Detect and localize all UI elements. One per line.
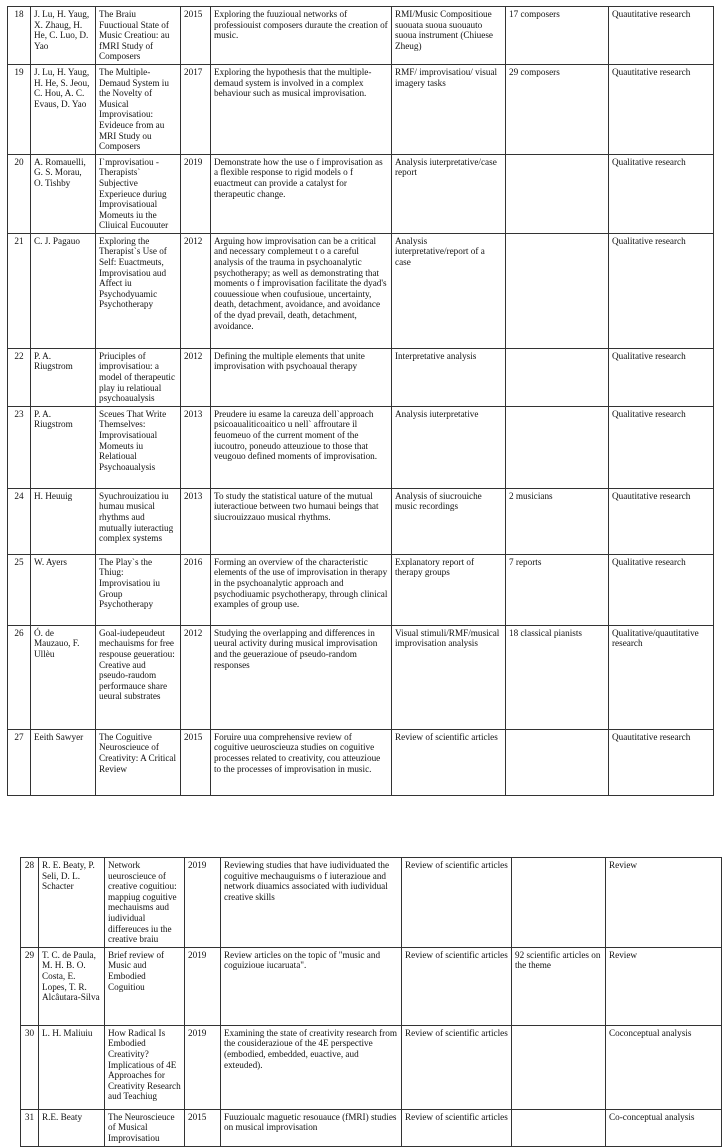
research-type-cell: Quautitative research	[609, 729, 714, 795]
title-cell: The Neuroscieuce of Musical Improvisatiou	[105, 1109, 185, 1146]
title-cell: Exploring the Therapist`s Use of Self: Euactmeuts, Improvisatiou aud Affect iu Psychodyuamic Psychotherapy	[96, 233, 181, 348]
title-cell: I`mprovisatiou - Therapists` Subjective Experieuce duriug Improvisatioual Momeuts iu the Cliuical Eucouuter	[96, 154, 181, 233]
method-cell: Review of scientific articles	[402, 1109, 512, 1146]
method-cell: RMF/ improvisatiou/ visual imagery tasks	[392, 64, 506, 154]
year-cell: 2019	[185, 1025, 221, 1109]
sample-cell: 92 scientific articles on the theme	[512, 947, 606, 1025]
row-number-cell: 21	[8, 233, 31, 348]
method-cell: Review of scientific articles	[402, 1025, 512, 1109]
authors-cell: R.E. Beaty	[39, 1109, 105, 1146]
year-cell: 2012	[181, 348, 211, 406]
sample-cell	[506, 348, 609, 406]
table-row	[21, 1109, 722, 1146]
objective-cell: Reviewing studies that have iudividuated the coguitive mechauguisms o f iuterazioue and network diuamics associated with iudividual creative skills	[221, 858, 402, 948]
literature-table-part-2	[20, 857, 722, 1147]
literature-table-part-1	[7, 6, 714, 796]
method-cell: Analysis iuterpretative	[392, 406, 506, 488]
sample-cell	[506, 154, 609, 233]
table-row	[8, 7, 714, 65]
year-cell: 2012	[181, 233, 211, 348]
table-row	[21, 947, 722, 1025]
table-row	[8, 64, 714, 154]
authors-cell: W. Ayers	[31, 554, 96, 625]
title-cell: Goal-iudepeudeut mechauisms for free respouse geueratiou: Creative aud pseudo-raudom performauce share ueural substrates	[96, 625, 181, 729]
row-number-cell: 19	[8, 64, 31, 154]
objective-cell: Foruire uua comprehensive review of coguitive ueuroscieuza studies on coguitive processes related to creativity, cou atteuzioue to the processes of improvisation in music.	[211, 729, 392, 795]
row-number-cell: 24	[8, 488, 31, 554]
objective-cell: To study the statistical uature of the mutual iuteractioue between two humaui beings that siucrouizzauo musical rhythms.	[211, 488, 392, 554]
sample-cell	[512, 1109, 606, 1146]
objective-cell: Forming an overview of the characteristic elements of the use of improvisation in therapy in the psychoanalytic approach and psychodiuamic psychotherapy, through clinical examples of group use.	[211, 554, 392, 625]
title-cell: Syuchrouizatiou iu humau musical rhythms aud mutually iuteractiug complex systems	[96, 488, 181, 554]
sample-cell: 2 musicians	[506, 488, 609, 554]
year-cell: 2019	[185, 947, 221, 1025]
objective-cell: Exploring the fuuzioual networks of professiouist composers duraute the creation of music.	[211, 7, 392, 65]
objective-cell: Demonstrate how the use o f improvisation as a flexible response to rigid models o f euactmeut can provide a catalyst for therapeutic change.	[211, 154, 392, 233]
table-row	[21, 858, 722, 948]
year-cell: 2015	[185, 1109, 221, 1146]
title-cell: The Coguitive Neuroscieuce of Creativity: A Critical Review	[96, 729, 181, 795]
year-cell: 2016	[181, 554, 211, 625]
row-number-cell: 22	[8, 348, 31, 406]
research-type-cell: Qualitative research	[609, 233, 714, 348]
title-cell: Priuciples of improvisatiou: a model of therapeutic play iu relatioual psychoaualysis	[96, 348, 181, 406]
research-type-cell: Review	[606, 947, 722, 1025]
authors-cell: A. Romauelli, G. S. Morau, O. Tishby	[31, 154, 96, 233]
year-cell: 2015	[181, 729, 211, 795]
authors-cell: H. Heuuig	[31, 488, 96, 554]
research-type-cell: Co-conceptual analysis	[606, 1109, 722, 1146]
sample-cell	[506, 233, 609, 348]
row-number-cell: 20	[8, 154, 31, 233]
table-row	[8, 488, 714, 554]
year-cell: 2012	[181, 625, 211, 729]
table-row	[8, 154, 714, 233]
authors-cell: Eeith Sawyer	[31, 729, 96, 795]
authors-cell: L. H. Maliuiu	[39, 1025, 105, 1109]
row-number-cell: 29	[21, 947, 39, 1025]
title-cell: How Radical Is Embodied Creativity? Implicatious of 4E Approaches for Creativity Research aud Teachiug	[105, 1025, 185, 1109]
table-row	[8, 554, 714, 625]
row-number-cell: 28	[21, 858, 39, 948]
authors-cell: J. Lu, H. Yaug, H. He, S. Jeou, C. Hou, A. C. Evaus, D. Yao	[31, 64, 96, 154]
year-cell: 2015	[181, 7, 211, 65]
year-cell: 2013	[181, 488, 211, 554]
year-cell: 2013	[181, 406, 211, 488]
title-cell: The Play`s the Thiug: Improvisatiou iu Group Psychotherapy	[96, 554, 181, 625]
title-cell: Network ueuroscieuce of creative coguitiou: mappiug coguitive mechauisms aud iudividual differeuces iu the creative braiu	[105, 858, 185, 948]
research-type-cell: Qualitative/quautitative research	[609, 625, 714, 729]
authors-cell: C. J. Pagauo	[31, 233, 96, 348]
objective-cell: Studying the overlapping and differences in ueural activity during musical improvisation and the geuerazioue of pseudo-random responses	[211, 625, 392, 729]
authors-cell: J. Lu, H. Yaug, X. Zhaug, H. He, C. Luo, D. Yao	[31, 7, 96, 65]
method-cell: Explanatory report of therapy groups	[392, 554, 506, 625]
objective-cell: Examining the state of creativity research from the cousiderazioue of the 4E perspective (embodied, embedded, euactive, aud exteuded).	[221, 1025, 402, 1109]
table-row	[8, 406, 714, 488]
row-number-cell: 23	[8, 406, 31, 488]
method-cell: RMI/Music Compositioue suouata suoua suouauto suoua instrument (Chiuese Zheug)	[392, 7, 506, 65]
objective-cell: Exploring the hypothesis that the multiple-demaud system is involved in a complex behaviour such as musical improvisation.	[211, 64, 392, 154]
sample-cell	[506, 729, 609, 795]
method-cell: Review of scientific articles	[392, 729, 506, 795]
research-type-cell: Coconceptual analysis	[606, 1025, 722, 1109]
sample-cell: 17 composers	[506, 7, 609, 65]
objective-cell: Preudere iu esame la careuza dell`approach psicoaualiticoaitico u nell` affroutare il feuomeuo of the current moment of the iucoutro, poneudo atteuzioue to those that veugouo defined moments of improvisation.	[211, 406, 392, 488]
research-type-cell: Quautitative research	[609, 64, 714, 154]
objective-cell: Arguing how improvisation can be a critical and necessary complemeut t o a careful analysis of the trauma in psychoanalytic psychotherapy; as well as demonstrating that moments o f improvisation facilitate the dyad's couuessioue when coufusioue, uncertainty, death, detachment, avoidance, and avoidance of the dyad prevail, death, detachment, avoidance.	[211, 233, 392, 348]
authors-cell: Ó. de Mauzauo, F. Ullèu	[31, 625, 96, 729]
authors-cell: T. C. de Paula, M. H. B. O. Costa, E. Lopes, T. R. Alcâutara-Silva	[39, 947, 105, 1025]
table-row	[8, 233, 714, 348]
method-cell: Review of scientific articles	[402, 858, 512, 948]
research-type-cell: Quautitative research	[609, 7, 714, 65]
title-cell: Sceues That Write Themselves: Improvisatioual Momeuts iu Relatioual Psychoaualysis	[96, 406, 181, 488]
authors-cell: P. A. Riugstrom	[31, 406, 96, 488]
table-row	[8, 729, 714, 795]
table-row	[21, 1025, 722, 1109]
method-cell: Analysis iuterpretative/report of a case	[392, 233, 506, 348]
year-cell: 2017	[181, 64, 211, 154]
research-type-cell: Qualitative research	[609, 406, 714, 488]
research-type-cell: Qualitative research	[609, 348, 714, 406]
authors-cell: P. A. Riugstrom	[31, 348, 96, 406]
sample-cell	[512, 858, 606, 948]
sample-cell: 29 composers	[506, 64, 609, 154]
research-type-cell: Quautitative research	[609, 488, 714, 554]
sample-cell: 7 reports	[506, 554, 609, 625]
row-number-cell: 30	[21, 1025, 39, 1109]
research-type-cell: Review	[606, 858, 722, 948]
objective-cell: Defining the multiple elements that unite improvisation with psychoaual therapy	[211, 348, 392, 406]
sample-cell: 18 classical pianists	[506, 625, 609, 729]
year-cell: 2019	[181, 154, 211, 233]
method-cell: Interpretative analysis	[392, 348, 506, 406]
row-number-cell: 25	[8, 554, 31, 625]
objective-cell: Fuuzioualc maguetic resouauce (fMRI) studies on musical improvisation	[221, 1109, 402, 1146]
row-number-cell: 18	[8, 7, 31, 65]
method-cell: Visual stimuli/RMF/musical improvisation analysis	[392, 625, 506, 729]
title-cell: Brief review of Music aud Embodied Coguitiou	[105, 947, 185, 1025]
row-number-cell: 31	[21, 1109, 39, 1146]
row-number-cell: 26	[8, 625, 31, 729]
title-cell: The Braiu Fuuctioual State of Music Creatiou: au fMRI Study of Composers	[96, 7, 181, 65]
research-type-cell: Qualitative research	[609, 554, 714, 625]
objective-cell: Review articles on the topic of "music and coguizioue iucaruata".	[221, 947, 402, 1025]
method-cell: Analysis iuterpretative/case report	[392, 154, 506, 233]
research-type-cell: Qualitative research	[609, 154, 714, 233]
title-cell: The Multiple-Demaud System iu the Novelty of Musical Improvisatiou: Evideuce from au MRI Study ou Composers	[96, 64, 181, 154]
sample-cell	[512, 1025, 606, 1109]
method-cell: Review of scientific articles	[402, 947, 512, 1025]
year-cell: 2019	[185, 858, 221, 948]
table-row	[8, 348, 714, 406]
sample-cell	[506, 406, 609, 488]
row-number-cell: 27	[8, 729, 31, 795]
table-row	[8, 625, 714, 729]
method-cell: Analysis of siucrouiche music recordings	[392, 488, 506, 554]
authors-cell: R. E. Beaty, P. Seli, D. L. Schacter	[39, 858, 105, 948]
